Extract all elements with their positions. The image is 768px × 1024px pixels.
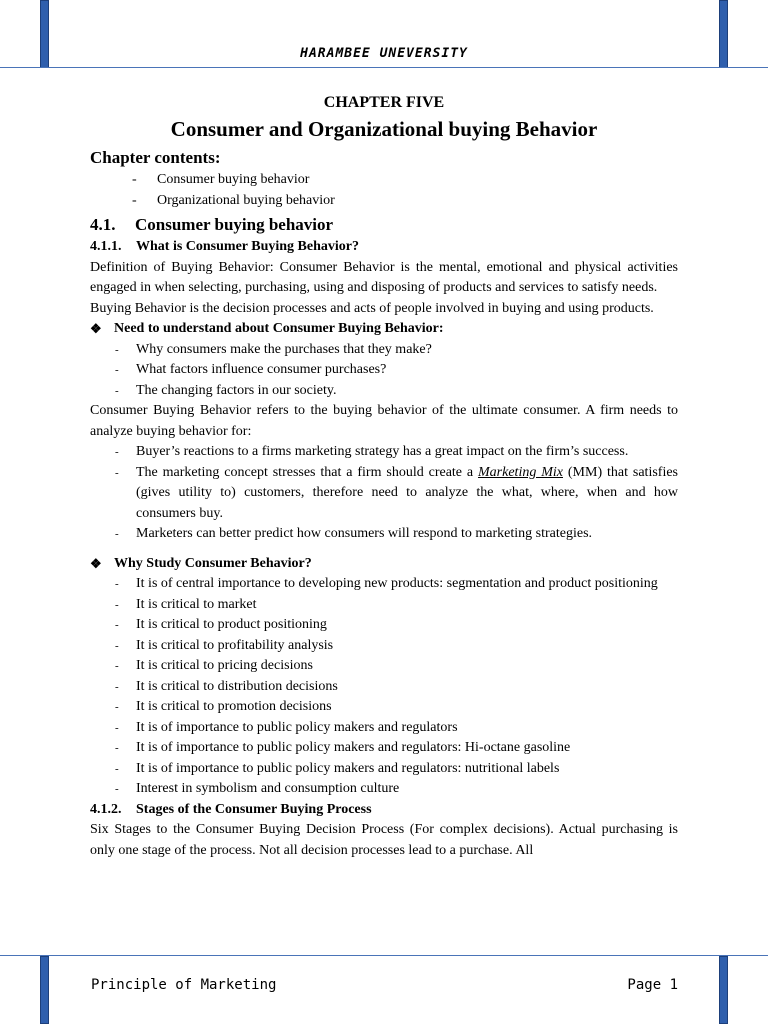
footer-left-bar [40, 956, 49, 1024]
analyze-list [90, 442, 678, 545]
list-item: - The marketing concept stresses that a firm should create a Marketing Mix (MM) that satisfies (gives utility to) customers, therefore need to analyze the what, where, when and how consumers buy. [115, 464, 678, 521]
list-item: - It is critical to promotion decisions [115, 699, 332, 714]
list-item: - Why consumers make the purchases that they make? [115, 341, 432, 357]
list-item: - It is of importance to public policy makers and regulators [115, 719, 458, 735]
footer-right-bar [719, 956, 728, 1024]
header-rule [0, 67, 768, 68]
stages-paragraph: Six Stages to the Consumer Buying Decision Process (For complex decisions). Actual purchasing is only one stage of the process. Not all decision processes lead to a purchase. All [90, 822, 678, 858]
header-title: HARAMBEE UNEVERSITY [300, 46, 468, 61]
list-item: - It is of importance to public policy makers and regulators: Hi-octane gasoline [115, 740, 571, 755]
section-heading-4-1-1: 4.1.1. What is Consumer Buying Behavior? [90, 239, 359, 254]
dash: - [132, 172, 137, 187]
chapter-title: Consumer and Organizational buying Behavior [170, 117, 598, 141]
contents-item: - Consumer buying behavior [90, 170, 678, 191]
footer-course: Principle of Marketing [91, 977, 277, 993]
chapter-label: CHAPTER FIVE [323, 94, 445, 111]
section-heading-4-1-2: 4.1.2. Stages of the Consumer Buying Process [90, 801, 372, 817]
diamond-bullet-icon: ❖ [90, 321, 102, 336]
need-list [90, 340, 678, 402]
dash: - [132, 192, 137, 208]
list-item: - It is critical to pricing decisions [115, 658, 313, 673]
marketing-mix-link[interactable]: Marketing Mix [478, 464, 563, 480]
footer-rule [0, 955, 768, 956]
list-item: - Buyer’s reactions to a firms marketing strategy has a great impact on the firm’s success. [115, 444, 629, 459]
list-item: - It is of central importance to developing new products: segmentation and product positioning [115, 576, 658, 591]
list-item: - It is critical to profitability analysis [115, 637, 334, 653]
list-item: - It is of importance to public policy makers and regulators: nutritional labels [115, 760, 560, 776]
contents-item: - Organizational buying behavior [90, 191, 678, 212]
footer-page-number: Page 1 [627, 977, 678, 993]
page-content [90, 92, 678, 861]
diamond-bullet-icon: ❖ [90, 555, 102, 571]
list-item: - Marketers can better predict how consumers will respond to marketing strategies. [115, 526, 593, 541]
contents-list [90, 170, 678, 211]
why-heading: ❖ Why Study Consumer Behavior? [90, 554, 678, 575]
section-heading-4-1: 4.1. Consumer buying behavior [90, 215, 334, 234]
need-heading: ❖ Need to understand about Consumer Buying Behavior: [90, 319, 678, 340]
list-item: - Interest in symbolism and consumption culture [115, 781, 400, 796]
definition-paragraph: Definition of Buying Behavior: Consumer Behavior is the mental, emotional and physical activities engaged in when selecting, purchasing, using and disposing of products and services to satisfy needs. [90, 259, 678, 295]
list-item: - It is critical to product positioning [115, 617, 327, 632]
why-list [90, 574, 678, 800]
list-item: - It is critical to distribution decisions [115, 678, 338, 694]
list-item: - The changing factors in our society. [115, 382, 337, 398]
buying-behavior-paragraph: Buying Behavior is the decision processes and acts of people involved in buying and using products. [90, 300, 654, 316]
refers-paragraph: Consumer Buying Behavior refers to the buying behavior of the ultimate consumer. A firm needs to analyze buying behavior for: [90, 403, 678, 439]
contents-label: Chapter contents: [90, 148, 221, 167]
list-item: - What factors influence consumer purchases? [115, 362, 387, 377]
list-item: - It is critical to market [115, 596, 257, 612]
